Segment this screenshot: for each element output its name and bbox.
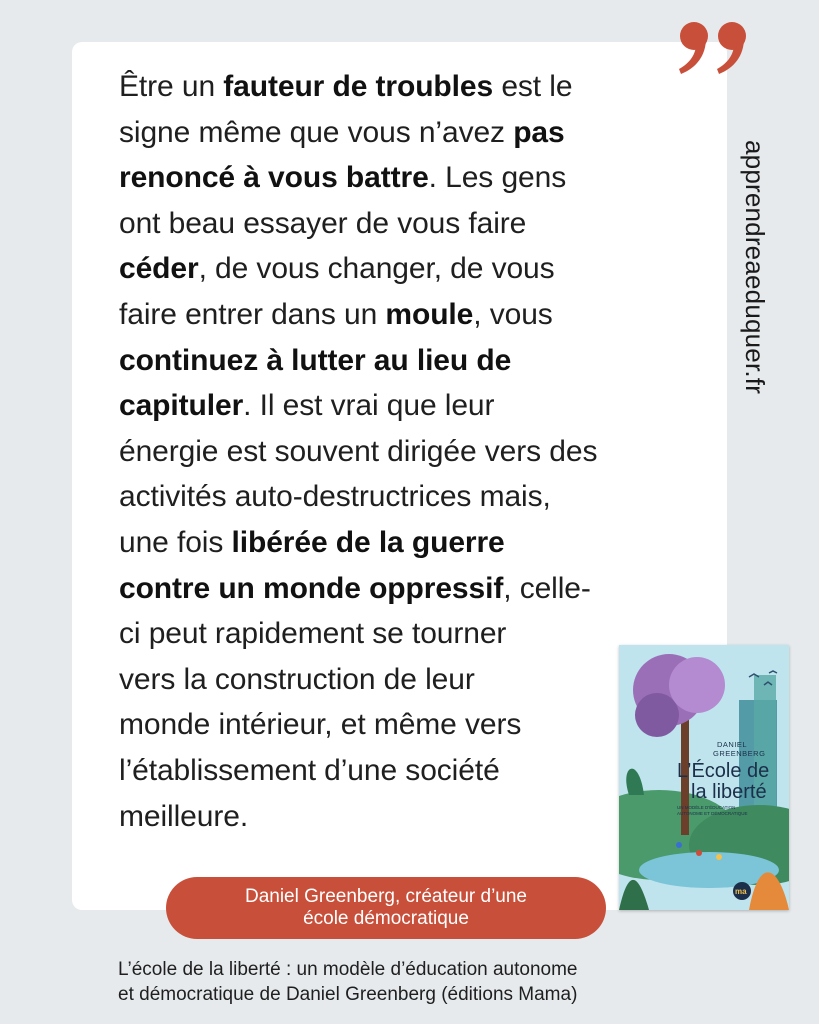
book-title: la liberté: [691, 781, 767, 803]
quote-line: continuez à lutter au lieu de: [119, 343, 512, 377]
publisher-logo: ma: [735, 887, 747, 896]
book-author: DANIEL: [717, 740, 748, 749]
book-title: L’École de: [677, 760, 770, 782]
quote-line: monde intérieur, et même vers: [119, 708, 522, 742]
book-subtitle: AUTONOME ET DÉMOCRATIQUE: [677, 811, 748, 816]
caption-line: L’école de la liberté : un modèle d’éducation autonome: [118, 959, 578, 980]
quote-text: [119, 64, 679, 839]
author-line: école démocratique: [303, 908, 469, 929]
book-subtitle: UN MODÈLE D’ÉDUCATION: [677, 805, 736, 810]
book-author: GREENBERG: [713, 749, 766, 758]
quote-line: vers la construction de leur: [119, 662, 475, 696]
quote-line: faire entrer dans un moule, vous: [119, 297, 553, 331]
quote-line: activités auto-destructrices mais,: [119, 480, 551, 514]
caption-line: et démocratique de Daniel Greenberg (éditions Mama): [118, 984, 578, 1005]
quote-line: contre un monde oppressif, celle-: [119, 571, 591, 605]
quote-line: capituler. Il est vrai que leur: [119, 389, 495, 423]
book-caption: [118, 957, 718, 1007]
quote-line: céder, de vous changer, de vous: [119, 252, 555, 286]
quote-line: Être un fauteur de troubles est le: [119, 70, 573, 103]
quote-mark-icon: [676, 18, 756, 78]
author-line: Daniel Greenberg, créateur d’une: [244, 886, 527, 907]
author-badge: [166, 877, 606, 939]
quote-line: énergie est souvent dirigée vers des: [119, 434, 598, 468]
book-cover-illustration: [619, 645, 789, 910]
quote-line: renoncé à vous battre. Les gens: [119, 161, 567, 195]
quote-line: signe même que vous n’avez pas: [119, 115, 565, 149]
quote-line: ci peut rapidement se tourner: [119, 617, 507, 651]
site-url[interactable]: apprendreaeduquer.fr: [740, 140, 770, 395]
book-cover: [619, 645, 789, 910]
quote-line: meilleure.: [119, 799, 249, 833]
quote-line: une fois libérée de la guerre: [119, 525, 505, 559]
quote-line: ont beau essayer de vous faire: [119, 206, 527, 240]
quote-line: l’établissement d’une société: [119, 753, 500, 787]
